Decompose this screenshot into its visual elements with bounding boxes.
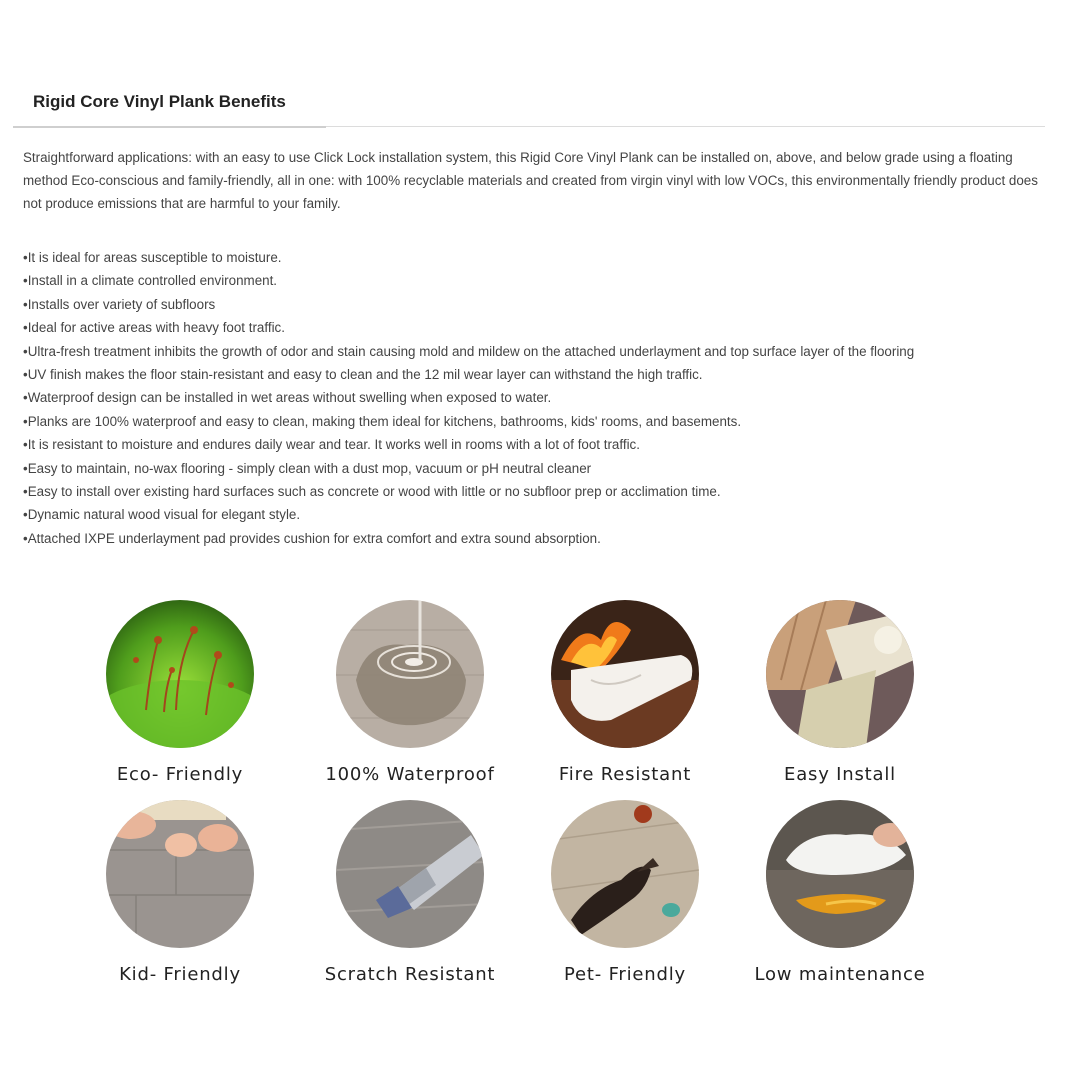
utility-knife-photo <box>336 800 484 948</box>
feature-scratch-resistant <box>290 800 530 985</box>
feature-easy-install <box>720 600 960 785</box>
click-lock-plank-photo <box>766 600 914 748</box>
feature-label: Scratch Resistant <box>324 964 496 985</box>
benefit-item: •Easy to maintain, no-wax flooring - simply clean with a dust mop, vacuum or pH neutral cleaner <box>23 460 592 476</box>
feature-low-maintenance <box>720 800 960 985</box>
feature-label: Fire Resistant <box>558 764 692 785</box>
benefit-item: •Easy to install over existing hard surfaces such as concrete or wood with little or no subfloor prep or acclimation time. <box>23 484 721 500</box>
feature-label: 100% Waterproof <box>325 764 495 785</box>
feature-kid-friendly <box>60 800 300 985</box>
page-title: Rigid Core Vinyl Plank Benefits <box>33 92 286 111</box>
benefit-item: •It is resistant to moisture and endures daily wear and tear. It works well in rooms with a lot of foot traffic. <box>23 437 640 453</box>
feature-waterproof <box>290 600 530 785</box>
benefit-item: •Attached IXPE underlayment pad provides cushion for extra comfort and extra sound absorption. <box>23 530 601 546</box>
benefit-item: •Install in a climate controlled environment. <box>23 273 278 289</box>
dog-on-floor-photo <box>551 800 699 948</box>
benefit-item: •Ideal for active areas with heavy foot traffic. <box>23 320 285 336</box>
benefit-item: •Ultra-fresh treatment inhibits the growth of odor and stain causing mold and mildew on the attached underlayment and top surface layer of the flooring <box>23 343 915 359</box>
water-puddle-photo <box>336 600 484 748</box>
feature-eco-friendly <box>60 600 300 785</box>
benefit-item: •It is ideal for areas susceptible to moisture. <box>23 250 282 265</box>
feature-label: Kid- Friendly <box>119 964 241 985</box>
feature-label: Easy Install <box>784 764 896 785</box>
intro-paragraph: Straightforward applications: with an easy to use Click Lock installation system, this Rigid Core Vinyl Plank can be installed on, above, and below grade using a floating method Eco-conscious and family-friendly, all in one: with 100% recyclable materials and created from virgin vinyl with low VOCs, this environmentally friendly product does not produce emissions that are harmful to your family. <box>23 150 1038 211</box>
flame-on-plank-photo <box>551 600 699 748</box>
benefit-item: •Dynamic natural wood visual for elegant style. <box>23 507 301 523</box>
feature-label: Eco- Friendly <box>116 764 244 785</box>
feature-fire-resistant <box>505 600 745 785</box>
feature-label: Pet- Friendly <box>564 964 686 985</box>
feature-label: Low maintenance <box>754 964 926 985</box>
feature-pet-friendly <box>505 800 745 985</box>
benefit-item: •Planks are 100% waterproof and easy to clean, making them ideal for kitchens, bathrooms, kids' rooms, and basements. <box>23 413 742 429</box>
moss-sprouts-photo <box>106 600 254 748</box>
cloth-wiping-spill-photo <box>766 800 914 948</box>
benefit-item: •UV finish makes the floor stain-resistant and easy to clean and the 12 mil wear layer can withstand the high traffic. <box>23 367 703 383</box>
baby-feet-photo <box>106 800 254 948</box>
benefit-item: •Installs over variety of subfloors <box>23 296 216 312</box>
benefit-item: •Waterproof design can be installed in wet areas without swelling when exposed to water. <box>23 390 552 406</box>
